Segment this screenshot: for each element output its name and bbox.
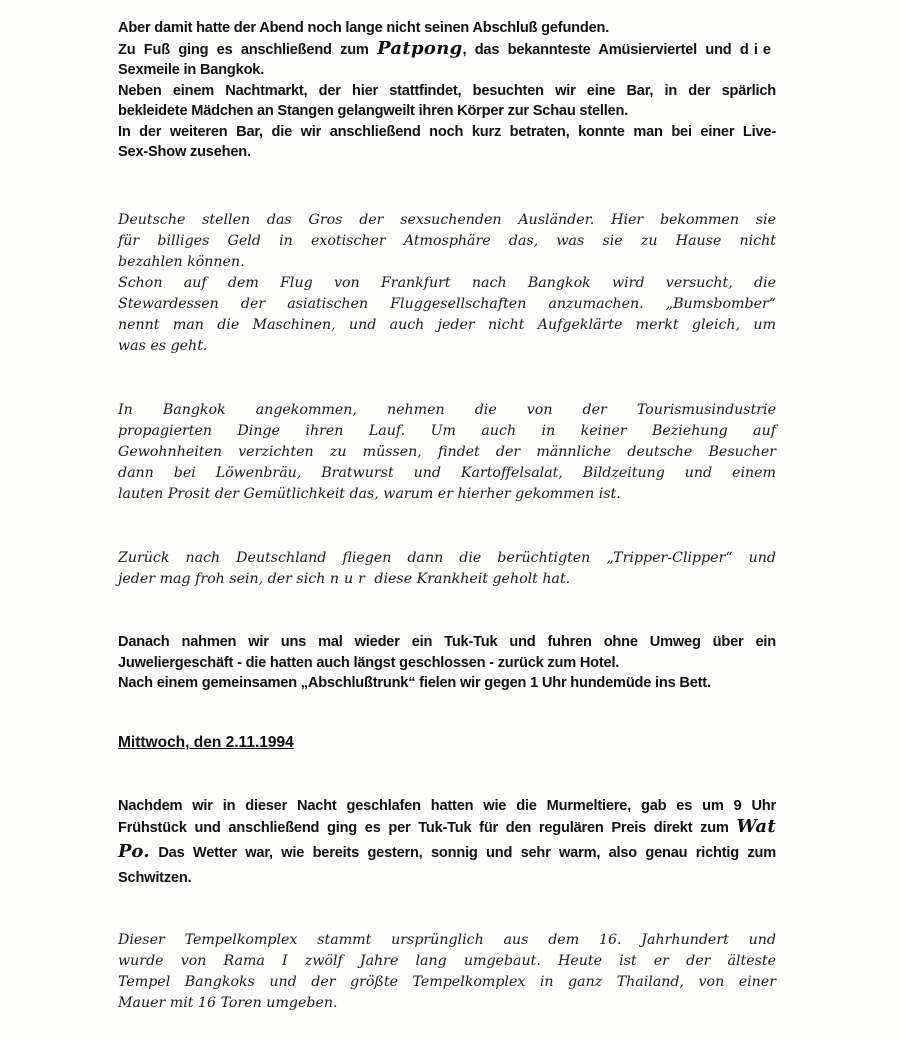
paragraph-back-to-hotel xyxy=(118,632,776,694)
paragraph-wat-po xyxy=(118,796,776,888)
text-line: Zurück nach Deutschland fliegen dann die berüchtigten „Tripper-Clipper“ und xyxy=(118,550,776,566)
text-line: Juweliergeschäft - die hatten auch längst geschlossen - zurück zum Hotel. xyxy=(118,654,620,671)
text-line xyxy=(118,817,776,839)
text-line: Schon auf dem Flug von Frankfurt nach Bangkok wird versucht, die xyxy=(118,275,776,291)
text-line: Nachdem wir in dieser Nacht geschlafen hatten wie die Murmeltiere, gab es um 9 Uhr xyxy=(118,798,776,814)
place-name-patpong: Patpong xyxy=(377,37,463,59)
text-line: In Bangkok angekommen, nehmen die von der Tourismusindustrie xyxy=(118,402,776,418)
text-line: Schwitzen. xyxy=(118,869,192,886)
text-span: diese Krankheit geholt hat. xyxy=(369,571,571,587)
text-line: Dieser Tempelkomplex stammt ursprünglich aus dem 16. Jahrhundert und xyxy=(118,932,776,948)
text-line: bekleidete Mädchen an Stangen gelangweilt ihren Körper zur Schau stellen. xyxy=(118,103,629,119)
text-line: wurde von Rama I zwölf Jahre lang umgebaut. Heute ist er der älteste xyxy=(118,953,776,969)
text-span: Zu Fuß ging es anschließend zum xyxy=(118,41,378,58)
text-line: Neben einem Nachtmarkt, der hier stattfindet, besuchten wir eine Bar, in der spärlich xyxy=(118,82,776,99)
date-heading: Mittwoch, den 2.11.1994 xyxy=(118,734,294,751)
text-span: Das Wetter war, wie bereits gestern, sonnig und sehr warm, also genau richtig zum xyxy=(149,845,776,861)
text-line: Danach nahmen wir uns mal wieder ein Tuk-Tuk und fuhren ohne Umweg über ein xyxy=(118,634,776,650)
text-span: , das bekannteste Amüsierviertel und xyxy=(462,41,740,58)
paragraph-bangkok-arrival xyxy=(118,400,776,505)
text-line xyxy=(118,842,776,864)
text-line: bezahlen können. xyxy=(118,254,245,270)
place-name-wat: Wat xyxy=(736,815,776,837)
text-line xyxy=(118,569,776,590)
text-line: Nach einem gemeinsamen „Abschlußtrunk“ fielen wir gegen 1 Uhr hundemüde ins Bett. xyxy=(118,675,711,691)
text-line xyxy=(118,39,776,61)
text-line: propagierten Dinge ihren Lauf. Um auch in keiner Beziehung auf xyxy=(118,423,776,439)
text-line: Tempel Bangkoks und der größte Tempelkomplex in ganz Thailand, von einer xyxy=(118,974,776,990)
paragraph-sextourism xyxy=(118,210,776,357)
text-line: Sexmeile in Bangkok. xyxy=(118,62,265,78)
text-line: Aber damit hatte der Abend noch lange nicht seinen Abschluß gefunden. xyxy=(118,20,610,36)
text-line: für billiges Geld in exotischer Atmosphäre das, was sie zu Hause nicht xyxy=(118,233,776,249)
text-line: lauten Prosit der Gemütlichkeit das, warum er hierher gekommen ist. xyxy=(118,486,621,502)
place-name-po: Po. xyxy=(118,841,150,862)
text-line: In der weiteren Bar, die wir anschließend noch kurz betraten, konnte man bei einer Live- xyxy=(118,123,776,140)
text-line: was es geht. xyxy=(118,338,208,354)
text-line: Gewohnheiten verzichten zu müssen, findet der männliche deutsche Besucher xyxy=(118,444,776,460)
spaced-word: die xyxy=(739,41,776,58)
text-line: Stewardessen der asiatischen Fluggesellschaften anzumachen. „Bumsbomber“ xyxy=(118,296,776,312)
text-line: nennt man die Maschinen, und auch jeder nicht Aufgeklärte merkt gleich, um xyxy=(118,317,776,333)
text-line: Sex-Show zusehen. xyxy=(118,144,251,160)
paragraph-return-flight xyxy=(118,548,776,590)
text-line: Deutsche stellen das Gros der sexsuchenden Ausländer. Hier bekommen sie xyxy=(118,212,776,228)
paragraph-patpong xyxy=(118,18,776,163)
text-span: Frühstück und anschließend ging es per Tuk-Tuk für den regulären Preis direkt zum xyxy=(118,819,737,836)
spaced-word: nur xyxy=(329,571,370,587)
text-span: jeder mag froh sein, der sich xyxy=(118,571,330,587)
text-line: Mauer mit 16 Toren umgeben. xyxy=(118,995,338,1011)
text-line: dann bei Löwenbräu, Bratwurst und Kartoffelsalat, Bildzeitung und einem xyxy=(118,465,776,481)
paragraph-temple-complex xyxy=(118,930,776,1014)
